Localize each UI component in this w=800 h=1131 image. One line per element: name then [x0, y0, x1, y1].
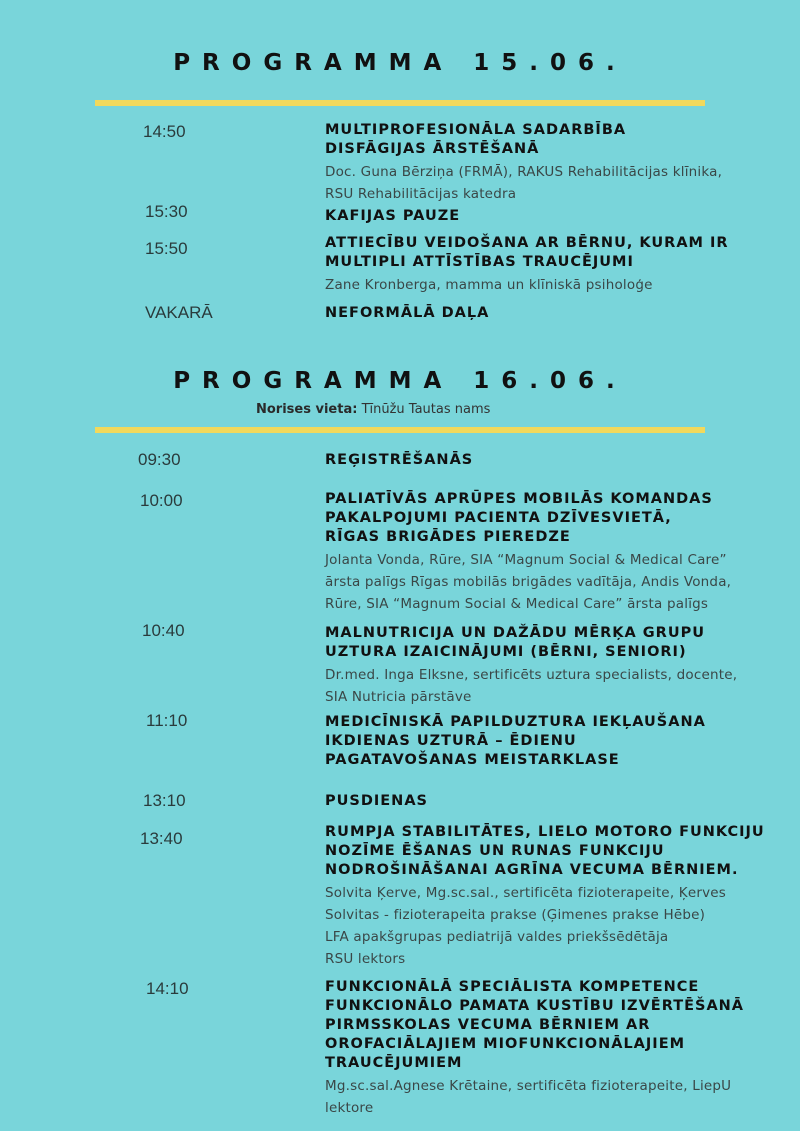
session-speaker-line: Zane Kronberga, mamma un klīniskā psiholoģe: [325, 277, 653, 293]
session-title-line: FUNKCIONĀLO PAMATA KUSTĪBU IZVĒRTĒŠANĀ: [325, 998, 745, 1014]
heading-day2: PROGRAMMA 16.06.: [173, 368, 627, 394]
session-speaker: [325, 549, 765, 615]
session-title: [325, 713, 765, 770]
heading-day1: PROGRAMMA 15.06.: [173, 50, 627, 76]
session-title: [325, 121, 765, 159]
session-speaker-line: Dr.med. Inga Elksne, sertificēts uztura specialists, docente,: [325, 667, 738, 683]
session-title: [325, 624, 765, 662]
session-title-line: PAGATAVOŠANAS MEISTARKLASE: [325, 752, 620, 768]
session-time: 15:30: [145, 202, 188, 221]
session-time: 11:10: [146, 711, 188, 730]
session-time: 13:10: [143, 791, 186, 810]
session-time: 14:10: [146, 979, 189, 998]
session-title-line: NEFORMĀLĀ DAĻA: [325, 305, 490, 321]
session-title: [325, 451, 765, 470]
session-speaker: [325, 664, 765, 708]
session-time: 13:40: [140, 829, 183, 848]
session-speaker-line: Solvitas - fizioterapeita prakse (Ģimenes prakse Hēbe): [325, 907, 706, 923]
session-speaker-line: LFA apakšgrupas pediatrijā valdes priekšsēdētāja: [325, 929, 669, 945]
session-item: [325, 234, 765, 296]
session-title: [325, 823, 765, 880]
session-item: [325, 978, 765, 1119]
session-title-line: UZTURA IZAICINĀJUMI (BĒRNI, SENIORI): [325, 644, 687, 660]
session-item: [325, 490, 765, 615]
session-title: [325, 792, 765, 811]
session-speaker-line: Rūre, SIA “Magnum Social & Medical Care” ārsta palīgs: [325, 596, 709, 612]
session-speaker: [325, 1075, 765, 1119]
session-speaker-line: Doc. Guna Bērziņa (FRMĀ), RAKUS Rehabilitācijas klīnika,: [325, 164, 723, 180]
session-title-line: TRAUCĒJUMIEM: [325, 1055, 463, 1071]
venue-label: Norises vieta:: [256, 402, 358, 417]
venue-line: [256, 402, 490, 417]
session-title: [325, 234, 765, 272]
session-speaker-line: ārsta palīgs Rīgas mobilās brigādes vadītāja, Andis Vonda,: [325, 574, 732, 590]
session-title-line: FUNKCIONĀLĀ SPECIĀLISTA KOMPETENCE: [325, 979, 700, 995]
session-speaker-line: Jolanta Vonda, Rūre, SIA “Magnum Social & Medical Care”: [325, 552, 727, 568]
divider-day1: [95, 100, 705, 106]
session-title-line: NODROŠINĀŠANAI AGRĪNA VECUMA BĒRNIEM.: [325, 862, 739, 878]
session-time: 10:40: [142, 621, 185, 640]
session-item: [325, 792, 765, 811]
session-title: [325, 978, 765, 1073]
session-speaker-line: SIA Nutricia pārstāve: [325, 689, 472, 705]
session-title-line: MALNUTRICIJA UN DAŽĀDU MĒRĶA GRUPU: [325, 625, 706, 641]
session-item: [325, 451, 765, 470]
session-title-line: DISFĀGIJAS ĀRSTĒŠANĀ: [325, 141, 540, 157]
session-title-line: MULTIPROFESIONĀLA SADARBĪBA: [325, 122, 627, 138]
session-title: [325, 490, 765, 547]
session-title-line: PAKALPOJUMI PACIENTA DZĪVESVIETĀ,: [325, 510, 672, 526]
session-title-line: KAFIJAS PAUZE: [325, 208, 461, 224]
session-speaker-line: RSU lektors: [325, 951, 406, 967]
session-title-line: RĪGAS BRIGĀDES PIEREDZE: [325, 529, 571, 545]
session-title-line: REĢISTRĒŠANĀS: [325, 452, 474, 468]
session-title-line: MEDICĪNISKĀ PAPILDUZTURA IEKĻAUŠANA: [325, 714, 706, 730]
session-time: 14:50: [143, 122, 186, 141]
session-title-line: MULTIPLI ATTĪSTĪBAS TRAUCĒJUMI: [325, 254, 634, 270]
session-item: [325, 713, 765, 770]
session-title-line: OROFACIĀLAJIEM MIOFUNKCIONĀLAJIEM: [325, 1036, 686, 1052]
session-title-line: PIRMSSKOLAS VECUMA BĒRNIEM AR: [325, 1017, 651, 1033]
session-title-line: PALIATĪVĀS APRŪPES MOBILĀS KOMANDAS: [325, 491, 713, 507]
session-title-line: NOZĪME ĒŠANAS UN RUNAS FUNKCIJU: [325, 843, 665, 859]
session-title: [325, 304, 765, 323]
venue-value: Tīnūžu Tautas nams: [361, 402, 491, 417]
session-speaker-line: lektore: [325, 1100, 374, 1116]
session-speaker-line: Solvita Ķerve, Mg.sc.sal., sertificēta fizioterapeite, Ķerves: [325, 885, 727, 901]
session-title-line: PUSDIENAS: [325, 793, 428, 809]
divider-day2: [95, 427, 705, 433]
session-item: [325, 823, 765, 970]
session-speaker-line: Mg.sc.sal.Agnese Krētaine, sertificēta fizioterapeite, LiepU: [325, 1078, 732, 1094]
session-speaker: [325, 274, 765, 296]
session-speaker: [325, 161, 765, 205]
session-item: [325, 304, 765, 323]
session-speaker-line: RSU Rehabilitācijas katedra: [325, 186, 517, 202]
session-title-line: ATTIECĪBU VEIDOŠANA AR BĒRNU, KURAM IR: [325, 235, 729, 251]
session-title: [325, 207, 765, 226]
session-item: [325, 207, 765, 226]
session-title-line: RUMPJA STABILITĀTES, LIELO MOTORO FUNKCIJU: [325, 824, 765, 840]
session-title-line: IKDIENAS UZTURĀ – ĒDIENU: [325, 733, 577, 749]
session-time: 10:00: [140, 491, 183, 510]
session-time: 09:30: [138, 450, 181, 469]
session-time: VAKARĀ: [145, 303, 213, 322]
session-time: 15:50: [145, 239, 188, 258]
session-item: [325, 624, 765, 708]
session-item: [325, 121, 765, 205]
session-speaker: [325, 882, 765, 970]
